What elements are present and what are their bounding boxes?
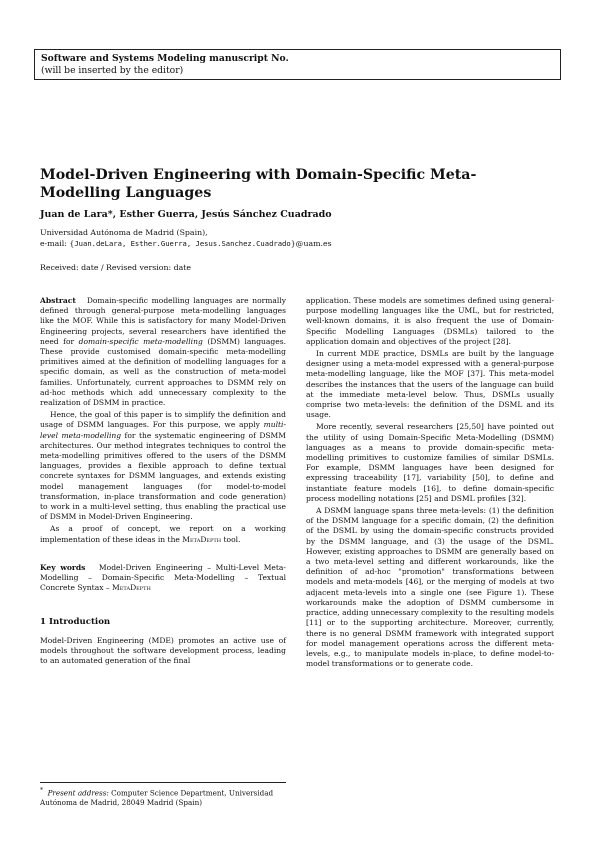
abstract-paragraph-3 xyxy=(40,524,286,544)
footnote-mark: * xyxy=(40,787,43,794)
body-paragraph: In current MDE practice, DSMLs are built by the language designer using a meta-model expressed with a general-purpose meta-modelling language, like the MOF [37]. This meta-model describes the instances that the users of the language can build at the immediate meta-level below. Thus, DSMLs usually comprise two meta-levels: the definition of the DSML and its usage. xyxy=(306,349,554,420)
abstract-emphasis: multi-level meta-modelling xyxy=(40,420,286,440)
journal-note: (will be inserted by the editor) xyxy=(41,65,184,76)
received-line: Received: date / Revised version: date xyxy=(40,263,191,272)
abstract-paragraph-2 xyxy=(40,410,286,522)
abstract-text: Domain-specific modelling languages are normally defined through general-purpose meta-modelling languages like the MOF. While this is satisfactory for many Model-Driven Engineering projects, several researchers have identified the need for xyxy=(40,296,286,346)
journal-header-box xyxy=(34,49,561,80)
abstract-text: Hence, the goal of this paper is to simplify the definition and usage of DSMM languages. For this purpose, we apply xyxy=(40,410,286,430)
abstract-text: (DSMM) languages. These provide customised domain-specific meta-modelling primitives aimed at the definition of modelling languages for a specific domain, as well as the construction of meta-model families. Unfortunately, current approaches to DSMM rely on ad-hoc methods which add unnecessary complexity to the realization of DSMM in practice. xyxy=(40,336,286,408)
journal-name: Software and Systems Modeling manuscript No. xyxy=(41,53,289,64)
section-heading-introduction: 1 Introduction xyxy=(40,617,111,628)
keywords-text: Model-Driven Engineering – Multi-Level Meta-Modelling – Domain-Specific Meta-Modelling – Textual Concrete Syntax – xyxy=(40,562,286,593)
email-prefix: e-mail: { xyxy=(40,239,75,248)
paper-title: Model-Driven Engineering with Domain-Specific Meta-Modelling Languages xyxy=(40,167,477,201)
footnote xyxy=(40,782,286,808)
email-names: Juan.deLara, Esther.Guerra, Jesus.Sanchez.Cuadrado xyxy=(74,239,291,248)
footnote-text: Computer Science Department, Universidad Autónoma de Madrid, 28049 Madrid (Spain) xyxy=(40,788,274,808)
authors: Juan de Lara*, Esther Guerra, Jesús Sánchez Cuadrado xyxy=(40,209,332,220)
tool-name: MetaDepth xyxy=(182,534,222,544)
intro-paragraph-1: Model-Driven Engineering (MDE) promotes an active use of models throughout the software development process, leading to an automated generation of the final xyxy=(40,635,286,666)
right-column xyxy=(306,296,554,669)
email-suffix: }@uam.es xyxy=(290,239,332,248)
abstract-paragraph-1 xyxy=(40,296,286,408)
abstract-emphasis: domain-specific meta-modelling xyxy=(78,336,203,346)
tool-name: MetaDepth xyxy=(112,583,151,593)
abstract-text: for the systematic engineering of DSMM architectures. Our method integrates techniques to control the meta-modelling primitives offered to the users of the DSMM languages, provides a flexible approach to define textual concrete syntaxes for DSMM languages, and extends existing model management languages (for model-to-model transformation, in-place transformation and code generation) to work in a multi-level setting, thus enabling the practical use of DSMM in Model-Driven Engineering. xyxy=(40,430,287,522)
keywords xyxy=(40,563,286,594)
keywords-heading: Key words xyxy=(40,562,86,572)
abstract-text: tool. xyxy=(221,534,241,544)
abstract-text: As a proof of concept, we report on a working implementation of these ideas in the xyxy=(40,524,286,544)
abstract-heading: Abstract xyxy=(40,296,76,305)
left-column xyxy=(40,296,286,666)
affiliation-line: Universidad Autónoma de Madrid (Spain), xyxy=(40,228,208,237)
footnote-label: Present address: xyxy=(47,788,109,798)
body-paragraph: application. These models are sometimes defined using general-purpose modelling languages like the UML, but for restricted, well-known domains, it is also frequent the use of Domain-Specific Modelling Languages (DSMLs) tailored to the application domain and objectives of the project [28]. xyxy=(306,296,554,346)
email-line xyxy=(40,238,332,249)
body-paragraph: A DSMM language spans three meta-levels: (1) the definition of the DSMM language for a specific domain, (2) the definition of the DSML by using the domain-specific constructs provided by the DSMM language, and (3) the usage of the DSML. However, existing approaches to DSMM are generally based on a two meta-level setting and different workarounds, like the definition of ad-hoc "promotion" transformations between models and meta-models [46], or the merging of models at two adjacent meta-levels into a single one (see Figure 1). These workarounds make the adoption of DSMM cumbersome in practice, adding unnecessary complexity to the resulting models [11] or to the supporting architecture. Moreover, currently, there is no general DSMM framework with integrated support for model management operations across the different meta-levels, e.g., to manipulate models in-place, to define model-to-model transformations or to generate code. xyxy=(306,506,554,669)
affiliation xyxy=(40,227,332,249)
body-paragraph: More recently, several researchers [25,50] have pointed out the utility of using Domain-Specific Meta-Modelling (DSMM) languages as a means to provide domain-specific meta-modelling primitives to customize families of similar DSMLs. For example, DSMM languages have been designed for expressing traceability [17], variability [50], to define and instantiate feature models [16], to define domain-specific process modelling notations [25] and DSML profiles [32]. xyxy=(306,422,554,503)
